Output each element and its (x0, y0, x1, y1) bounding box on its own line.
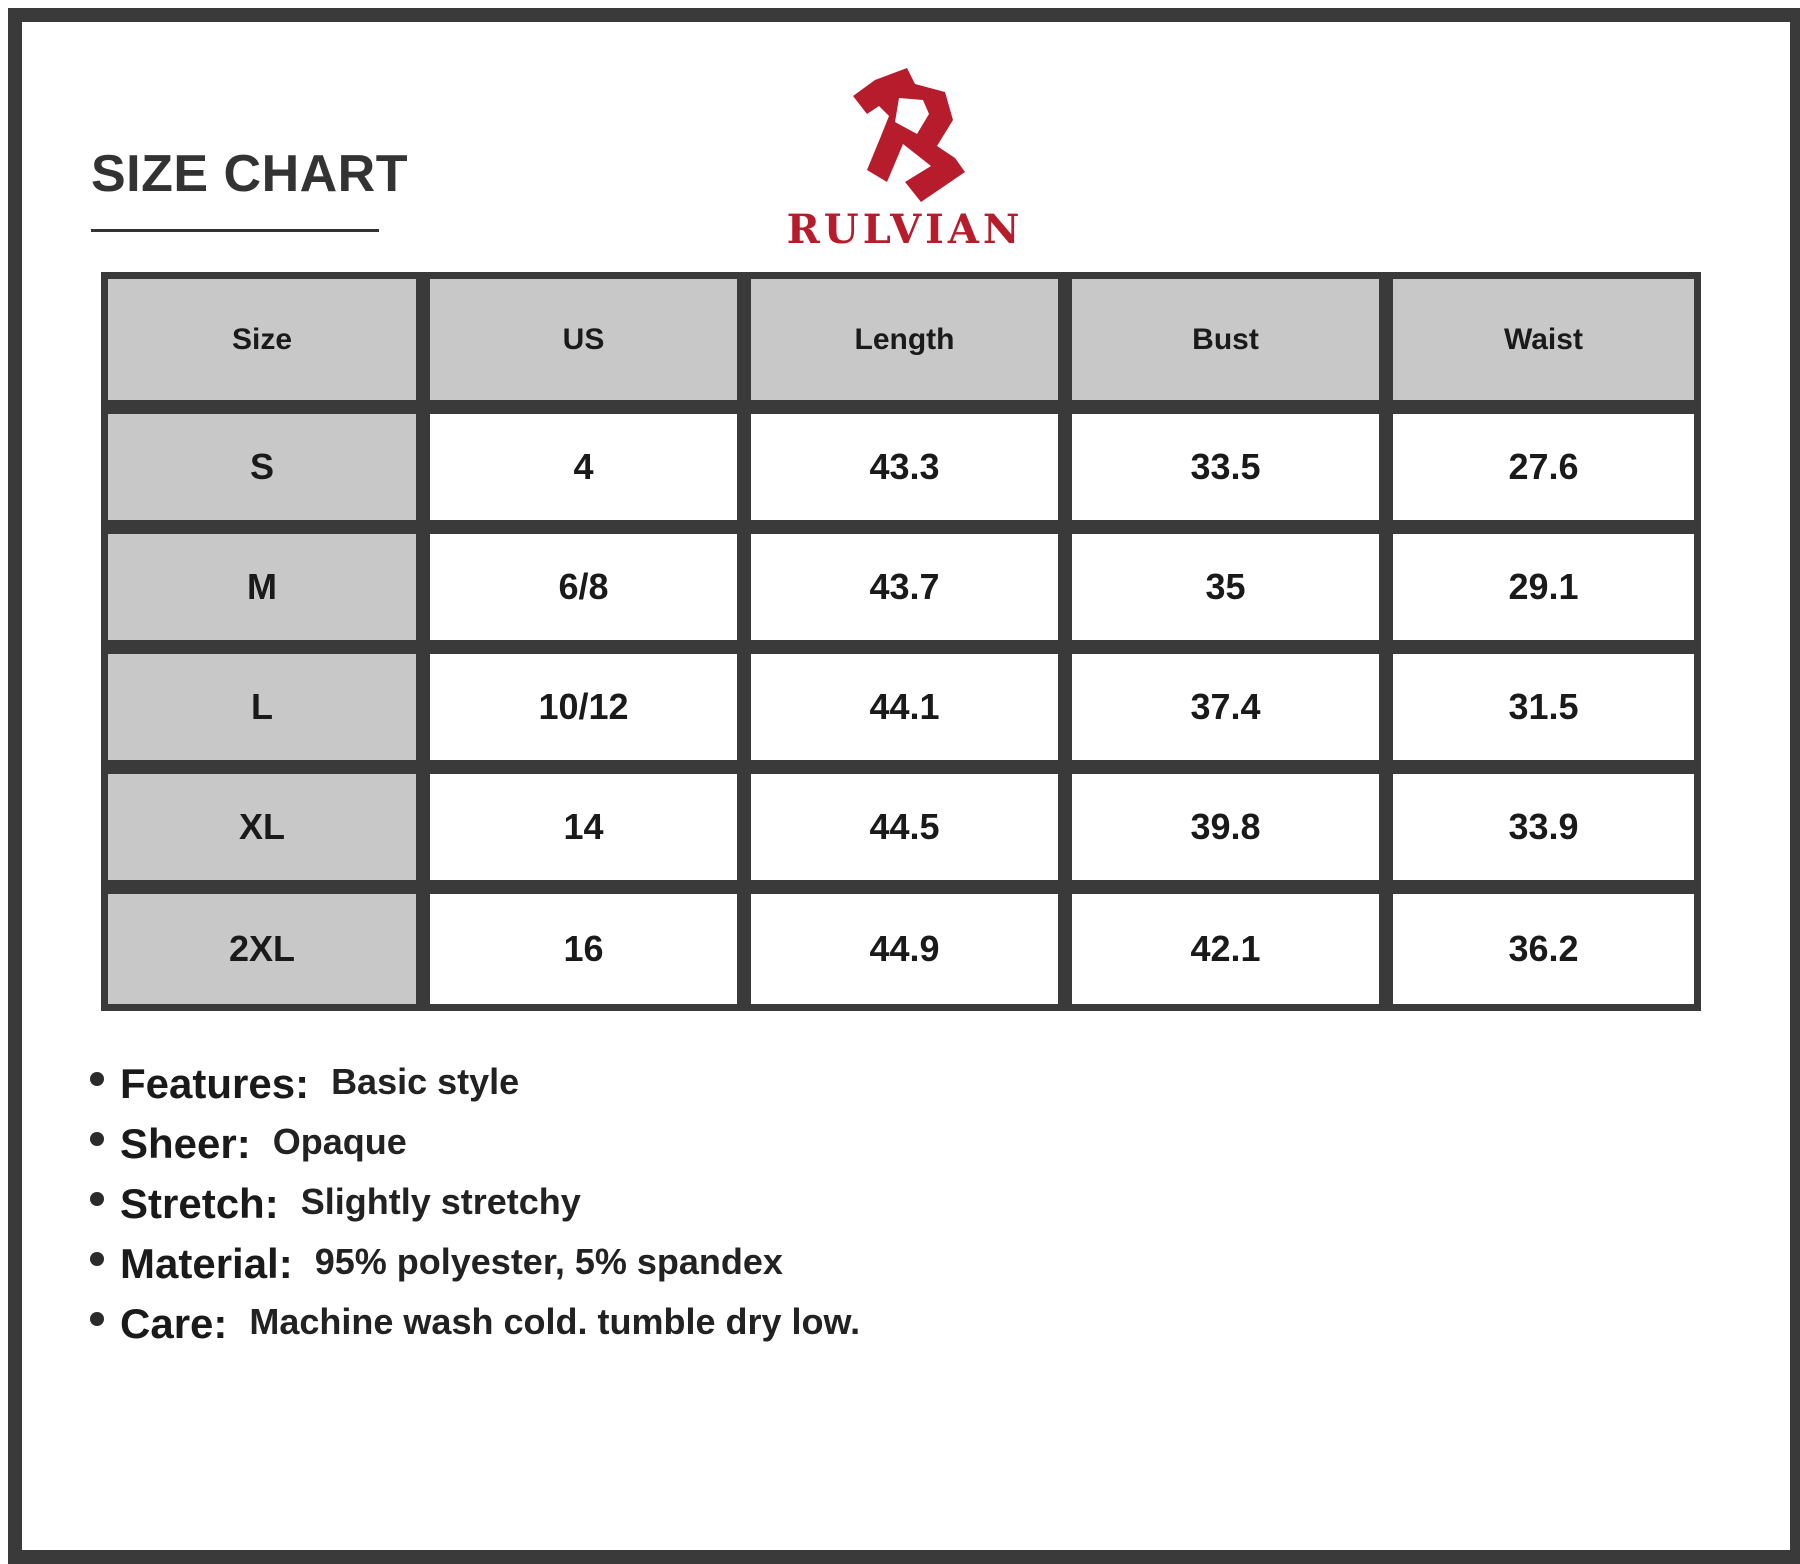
size-cell: L (108, 654, 416, 760)
length-cell: 43.7 (751, 534, 1058, 640)
bullet-icon (90, 1312, 104, 1326)
feature-label: Care: (120, 1300, 228, 1347)
table-row (101, 407, 1701, 527)
list-item (90, 1300, 860, 1360)
length-cell: 44.5 (751, 774, 1058, 880)
feature-value: Machine wash cold. tumble dry low. (249, 1301, 861, 1342)
rulvian-r-logo-icon (845, 62, 965, 202)
feature-label: Features: (120, 1060, 310, 1107)
size-table (101, 272, 1701, 1011)
list-item (90, 1060, 860, 1120)
waist-cell: 27.6 (1393, 414, 1694, 520)
length-cell: 44.9 (751, 894, 1058, 1004)
bullet-icon (90, 1252, 104, 1266)
brand-name: RULVIAN (786, 206, 1024, 253)
bust-cell: 42.1 (1072, 894, 1379, 1004)
us-cell: 6/8 (430, 534, 737, 640)
product-features-list (90, 1060, 860, 1360)
size-cell: S (108, 414, 416, 520)
feature-value: Basic style (331, 1061, 520, 1102)
feature-value: 95% polyester, 5% spandex (314, 1241, 783, 1282)
bust-cell: 33.5 (1072, 414, 1379, 520)
header-cell-size: Size (108, 279, 416, 400)
size-cell: M (108, 534, 416, 640)
feature-value: Opaque (272, 1121, 407, 1162)
page-title: SIZE CHART (91, 145, 408, 203)
length-cell: 43.3 (751, 414, 1058, 520)
feature-label: Stretch: (120, 1180, 279, 1227)
title-underline (91, 229, 379, 232)
length-cell: 44.1 (751, 654, 1058, 760)
bullet-icon (90, 1072, 104, 1086)
waist-cell: 29.1 (1393, 534, 1694, 640)
us-cell: 14 (430, 774, 737, 880)
table-row (101, 767, 1701, 887)
brand-logo (770, 62, 1040, 252)
size-cell: XL (108, 774, 416, 880)
feature-label: Material: (120, 1240, 293, 1287)
waist-cell: 33.9 (1393, 774, 1694, 880)
waist-cell: 31.5 (1393, 654, 1694, 760)
table-header-row (101, 272, 1701, 407)
bust-cell: 39.8 (1072, 774, 1379, 880)
list-item (90, 1240, 860, 1300)
header-cell-us: US (430, 279, 737, 400)
feature-label: Sheer: (120, 1120, 251, 1167)
list-item (90, 1120, 860, 1180)
feature-value: Slightly stretchy (300, 1181, 581, 1222)
us-cell: 4 (430, 414, 737, 520)
bust-cell: 37.4 (1072, 654, 1379, 760)
us-cell: 10/12 (430, 654, 737, 760)
header-cell-waist: Waist (1393, 279, 1694, 400)
list-item (90, 1180, 860, 1240)
bust-cell: 35 (1072, 534, 1379, 640)
size-cell: 2XL (108, 894, 416, 1004)
bullet-icon (90, 1132, 104, 1146)
header-cell-length: Length (751, 279, 1058, 400)
waist-cell: 36.2 (1393, 894, 1694, 1004)
header-cell-bust: Bust (1072, 279, 1379, 400)
table-row (101, 527, 1701, 647)
table-row (101, 887, 1701, 1011)
table-row (101, 647, 1701, 767)
bullet-icon (90, 1192, 104, 1206)
us-cell: 16 (430, 894, 737, 1004)
